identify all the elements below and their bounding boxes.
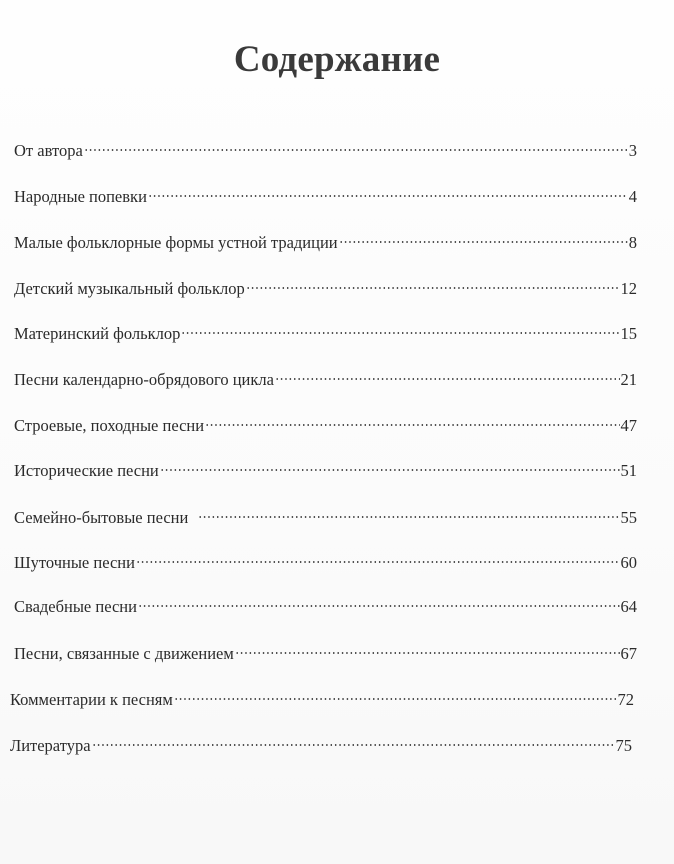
toc-entry-title: Шуточные песни	[14, 553, 135, 572]
toc-entry-title: Свадебные песни	[14, 597, 137, 616]
toc-entry	[14, 501, 637, 527]
toc-entry-page: 47	[620, 416, 637, 435]
toc-entry	[14, 272, 637, 298]
dot-leader	[84, 134, 628, 156]
toc-entry-title: Малые фольклорные формы устной традиции	[14, 233, 338, 252]
toc-entry-page: 51	[620, 461, 637, 480]
toc-entry-title: Семейно-бытовые песни	[14, 508, 197, 527]
toc-entry-title: Исторические песни	[14, 461, 159, 480]
toc-entry	[14, 637, 637, 663]
dot-leader	[148, 180, 628, 202]
dot-leader	[275, 363, 620, 385]
toc-entry-title: От автора	[14, 141, 83, 160]
toc-entry-title: Народные попевки	[14, 187, 147, 206]
toc-entry	[14, 317, 637, 343]
toc-entry	[14, 546, 637, 572]
dot-leader	[138, 590, 620, 612]
toc-entry	[10, 729, 632, 755]
dot-leader	[339, 226, 628, 248]
toc-entry	[14, 226, 637, 252]
dot-leader	[246, 272, 620, 294]
toc-entry-page: 12	[620, 279, 637, 298]
dot-leader	[235, 637, 620, 659]
toc-entry-page: 21	[620, 370, 637, 389]
toc-entry	[14, 590, 637, 616]
toc-entry	[14, 454, 637, 480]
toc-entry	[14, 134, 637, 160]
toc-entry-page: 15	[620, 324, 637, 343]
dot-leader	[174, 683, 617, 705]
dot-leader	[92, 729, 615, 751]
toc-entry	[10, 683, 634, 709]
toc-entry	[14, 409, 637, 435]
toc-entry-title: Материнский фольклор	[14, 324, 181, 343]
page-title: Содержание	[233, 39, 441, 80]
toc-entry-title: Песни календарно-обрядового цикла	[14, 370, 274, 389]
toc-entry-title: Детский музыкальный фольклор	[14, 279, 245, 298]
toc-entry-title: Литература	[10, 736, 91, 755]
toc-entry-page: 8	[628, 233, 637, 252]
toc-entry	[14, 180, 637, 206]
dot-leader	[136, 546, 620, 568]
dot-leader	[160, 454, 620, 476]
dot-leader	[205, 409, 619, 431]
toc-entry-page: 4	[628, 187, 637, 206]
dot-leader	[198, 501, 620, 523]
toc-entry-page: 72	[617, 690, 634, 709]
toc-entry-page: 64	[620, 597, 637, 616]
toc-entry-page: 60	[620, 553, 637, 572]
dot-leader	[181, 317, 619, 339]
toc-entry-page: 55	[620, 508, 637, 527]
toc-entry-title: Песни, связанные с движением	[14, 644, 234, 663]
toc-entry-title: Строевые, походные песни	[14, 416, 205, 435]
toc-entry	[14, 363, 637, 389]
toc-entry-page: 67	[620, 644, 637, 663]
toc-entry-title: Комментарии к песням	[10, 690, 173, 709]
toc-entry-page: 3	[628, 141, 637, 160]
toc-entry-page: 75	[615, 736, 632, 755]
